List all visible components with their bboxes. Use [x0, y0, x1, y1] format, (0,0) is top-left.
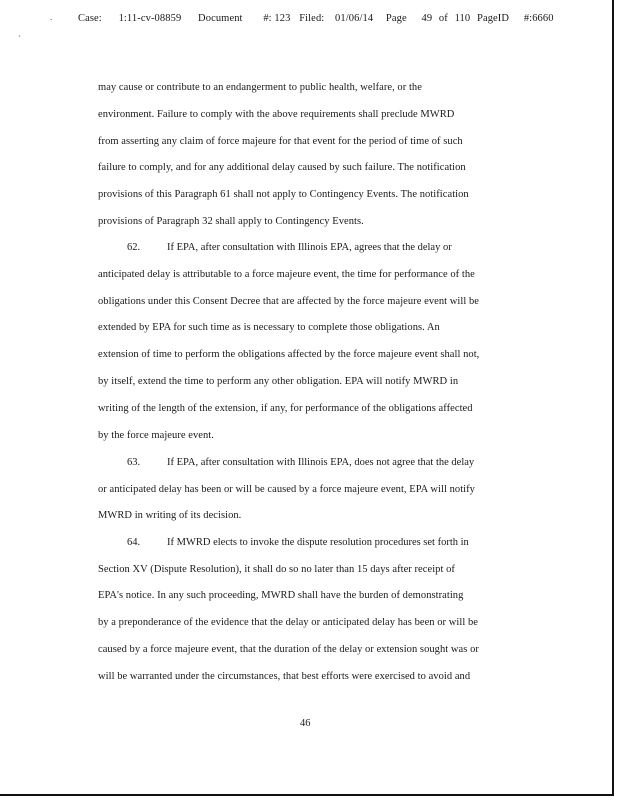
- text-line: MWRD in writing of its decision.: [98, 510, 242, 521]
- filed-label: Filed:: [299, 13, 325, 24]
- text-line: or anticipated delay has been or will be caused by a force majeure event, EPA will notify: [98, 484, 475, 495]
- text-line: extended by EPA for such time as is necessary to complete those obligations. An: [98, 322, 440, 333]
- paragraph-first-line: If MWRD elects to invoke the dispute resolution procedures set forth in: [167, 537, 469, 548]
- pageid-value: #:6660: [523, 13, 554, 24]
- text-line: caused by a force majeure event, that the duration of the delay or extension sought was or: [98, 644, 479, 655]
- text-line: environment. Failure to comply with the above requirements shall preclude MWRD: [98, 109, 455, 120]
- document-label: Document: [198, 13, 243, 24]
- text-line: obligations under this Consent Decree that are affected by the force majeure event will be: [98, 296, 479, 307]
- paragraph-first-line: If EPA, after consultation with Illinois EPA, agrees that the delay or: [167, 242, 452, 253]
- page-label: Page: [385, 13, 407, 24]
- header-dot-mark: .: [50, 12, 53, 22]
- page-value: 49: [421, 13, 433, 24]
- page-edge-right: [612, 0, 614, 796]
- text-line: writing of the length of the extension, if any, for performance of the obligations affected: [98, 403, 473, 414]
- case-header: [78, 13, 554, 24]
- of-label: of: [438, 13, 448, 24]
- text-line: by itself, extend the time to perform any other obligation. EPA will notify MWRD in: [98, 376, 459, 387]
- document-number: #: 123: [263, 13, 291, 24]
- page-number: 46: [300, 718, 311, 729]
- text-line: may cause or contribute to an endangerment to public health, welfare, or the: [98, 82, 422, 93]
- paragraph-first-line: If EPA, after consultation with Illinois EPA, does not agree that the delay: [167, 457, 475, 468]
- paragraph-number: 63.: [127, 457, 141, 468]
- total-pages: 110: [454, 13, 471, 24]
- text-line: from asserting any claim of force majeure for that event for the period of time of such: [98, 136, 463, 147]
- text-line: extension of time to perform the obligations affected by the force majeure event shall not,: [98, 349, 480, 360]
- text-line: failure to comply, and for any additional delay caused by such failure. The notification: [98, 162, 466, 173]
- filed-date: 01/06/14: [335, 13, 374, 24]
- case-label: Case:: [78, 13, 102, 24]
- text-line: EPA's notice. In any such proceeding, MWRD shall have the burden of demonstrating: [98, 590, 464, 601]
- page-edge-bottom: [0, 794, 614, 796]
- text-line: provisions of Paragraph 32 shall apply to Contingency Events.: [98, 216, 364, 227]
- text-line: provisions of this Paragraph 61 shall not apply to Contingency Events. The notification: [98, 189, 469, 200]
- text-line: by the force majeure event.: [98, 430, 214, 441]
- paragraph-number: 62.: [127, 242, 141, 253]
- text-line: by a preponderance of the evidence that the delay or anticipated delay has been or will be: [98, 617, 479, 628]
- text-line: anticipated delay is attributable to a force majeure event, the time for performance of the: [98, 269, 475, 280]
- left-margin-mark: `: [18, 34, 21, 44]
- case-number: 1:11-cv-08859: [118, 13, 182, 24]
- text-line: will be warranted under the circumstances, that best efforts were exercised to avoid and: [98, 671, 471, 682]
- pageid-label: PageID: [477, 13, 510, 24]
- text-line: Section XV (Dispute Resolution), it shall do so no later than 15 days after receipt of: [98, 564, 455, 575]
- paragraph-number: 64.: [127, 537, 141, 548]
